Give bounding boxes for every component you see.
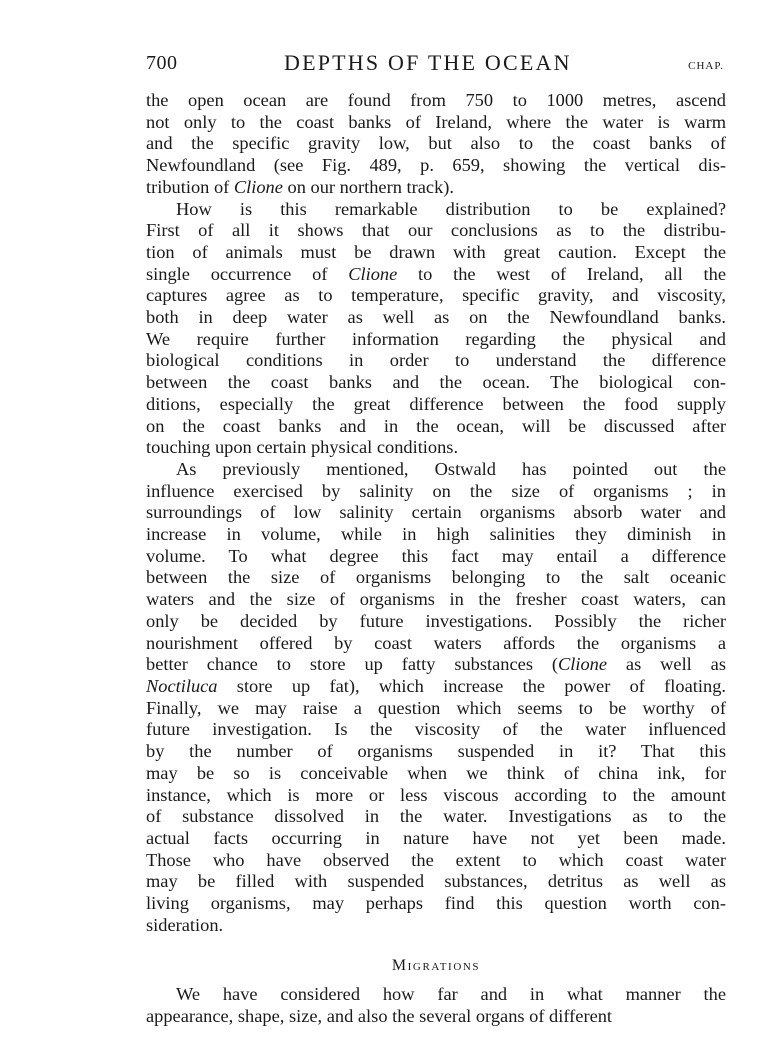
text-line: Finally, we may raise a question which seems to be worthy of xyxy=(146,697,726,718)
text-line: by the number of organisms suspended in it? That this xyxy=(146,741,726,762)
text-line: nourishment offered by coast waters affords the organisms a xyxy=(146,632,726,653)
text-line: tribution of Clione on our northern track). xyxy=(146,176,454,197)
text-line: and the specific gravity low, but also to the coast banks of xyxy=(146,133,726,154)
text-line: only be decided by future investigations. Possibly the richer xyxy=(146,610,726,631)
text-line: First of all it shows that our conclusions as to the distribu- xyxy=(146,220,726,241)
text-line: captures agree as to temperature, specific gravity, and viscosity, xyxy=(146,285,726,306)
paragraphs xyxy=(146,90,726,936)
paragraph xyxy=(146,984,726,1027)
text-line: tion of animals must be drawn with great caution. Except the xyxy=(146,241,726,262)
text-line: between the size of organisms belonging to the salt oceanic xyxy=(146,567,726,588)
text-line: actual facts occurring in nature have not yet been made. xyxy=(146,827,726,848)
text-line: instance, which is more or less viscous according to the amount xyxy=(146,784,726,805)
text-line: appearance, shape, size, and also the several organs of different xyxy=(146,1005,613,1026)
final-paragraph xyxy=(146,984,726,1027)
page-header xyxy=(146,50,726,90)
text-line: on the coast banks and in the ocean, will be discussed after xyxy=(146,415,726,436)
page-number: 700 xyxy=(146,52,178,74)
chapter-label: CHAP. xyxy=(688,60,724,72)
section-heading: Migrations xyxy=(391,957,481,975)
body-text xyxy=(146,90,726,1028)
text-line: future investigation. Is the viscosity of the water influenced xyxy=(146,719,726,740)
text-line: living organisms, may perhaps find this question worth con- xyxy=(146,893,726,914)
text-line: better chance to store up fatty substances (Clione as well as xyxy=(146,654,726,675)
text-line: may be filled with suspended substances, detritus as well as xyxy=(146,871,726,892)
text-line: ditions, especially the great difference between the food supply xyxy=(146,393,726,414)
text-line: We require further information regarding the physical and xyxy=(146,328,726,349)
text-line: single occurrence of Clione to the west of Ireland, all the xyxy=(146,263,726,284)
text-line: increase in volume, while in high salinities they diminish in xyxy=(146,524,726,545)
paragraph xyxy=(146,199,726,459)
text-line: influence exercised by salinity on the size of organisms ; in xyxy=(146,480,726,501)
species-name: Clione xyxy=(348,263,398,284)
text-line: Those who have observed the extent to which coast water xyxy=(146,849,726,870)
text-line: As previously mentioned, Ostwald has pointed out the xyxy=(176,458,726,479)
book-page xyxy=(146,50,726,1028)
text-line: not only to the coast banks of Ireland, where the water is warm xyxy=(146,111,726,132)
paragraph xyxy=(146,90,726,199)
text-line: may be so is conceivable when we think of china ink, for xyxy=(146,762,726,783)
text-line: biological conditions in order to understand the difference xyxy=(146,350,726,371)
species-name: Noctiluca xyxy=(146,675,218,696)
text-line: of substance dissolved in the water. Investigations as to the xyxy=(146,806,726,827)
text-line: touching upon certain physical conditions. xyxy=(146,437,459,458)
text-line: volume. To what degree this fact may entail a difference xyxy=(146,545,726,566)
paragraph xyxy=(146,459,726,936)
text-line: the open ocean are found from 750 to 1000 metres, ascend xyxy=(146,90,726,110)
text-line: between the coast banks and the ocean. The biological con- xyxy=(146,372,726,393)
text-line: We have considered how far and in what manner the xyxy=(176,984,726,1005)
text-line: surroundings of low salinity certain organisms absorb water and xyxy=(146,502,726,523)
text-line: Newfoundland (see Fig. 489, p. 659, showing the vertical dis- xyxy=(146,155,726,176)
text-line: waters and the size of organisms in the fresher coast waters, can xyxy=(146,589,726,610)
species-name: Clione xyxy=(558,654,608,675)
text-line: sideration. xyxy=(146,914,224,935)
running-title: DEPTHS OF THE OCEAN xyxy=(284,50,572,75)
text-line: How is this remarkable distribution to be explained? xyxy=(176,198,726,219)
species-name: Clione xyxy=(233,176,283,197)
text-line: Noctiluca store up fat), which increase the power of floating. xyxy=(146,675,726,696)
text-line: both in deep water as well as on the Newfoundland banks. xyxy=(146,307,726,328)
